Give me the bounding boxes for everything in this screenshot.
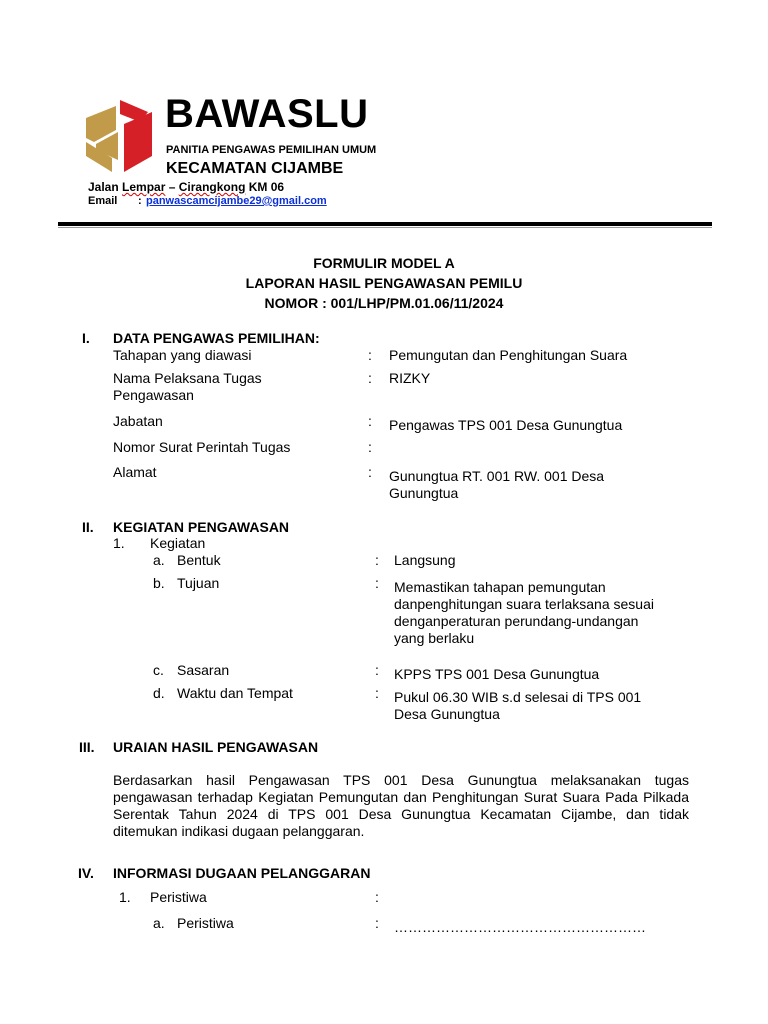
report-number: NOMOR : 001/LHP/PM.01.06/11/2024 (264, 295, 504, 311)
address-area: Cirangkong (178, 180, 246, 194)
sub-item-value: KPPS TPS 001 Desa Gunungtua (394, 666, 600, 682)
sub-item-value: Pukul 06.30 WIB s.d selesai di TPS 001 (394, 689, 642, 705)
sub-item-colon: : (375, 915, 379, 931)
field-colon: : (368, 413, 372, 429)
address-prefix: Jalan (88, 180, 123, 194)
sub-item-colon: : (375, 662, 379, 678)
form-title: FORMULIR MODEL A (313, 255, 455, 271)
list-colon: : (375, 889, 379, 905)
section-4-number: IV. (78, 865, 94, 881)
address-street: Lempar (122, 180, 166, 194)
address (88, 180, 284, 194)
sub-item-colon: : (375, 552, 379, 568)
sub-item-value: Langsung (394, 552, 456, 568)
section-1-title: DATA PENGAWAS PEMILIHAN: (113, 330, 320, 346)
sub-item-letter: d. (153, 685, 165, 701)
report-title: LAPORAN HASIL PENGAWASAN PEMILU (245, 275, 523, 291)
section-2-title: KEGIATAN PENGAWASAN (113, 519, 290, 535)
field-value: Pemungutan dan Penghitungan Suara (389, 347, 628, 363)
email-label-text: Email (88, 195, 118, 207)
brand-name: BAWASLU (165, 92, 369, 136)
sub-item-label: Sasaran (177, 662, 230, 678)
letterhead-divider-thin (58, 227, 712, 228)
field-value: Gunungtua RT. 001 RW. 001 Desa (389, 468, 605, 484)
sub-item-value-cont: danpenghitungan suara terlaksana sesuai (394, 596, 654, 612)
field-label: Nomor Surat Perintah Tugas (113, 439, 291, 455)
sub-item-value-cont: Desa Gunungtua (394, 706, 500, 722)
field-colon: : (368, 464, 372, 480)
sub-item-label: Peristiwa (177, 915, 234, 931)
sub-item-value-cont: denganperaturan perundang-undangan (394, 613, 639, 629)
sub-item-colon: : (375, 685, 379, 701)
section-2-number: II. (82, 519, 94, 535)
letterhead-divider (58, 222, 712, 226)
sub-item-colon: : (375, 575, 379, 591)
section-3-title: URAIAN HASIL PENGAWASAN (113, 739, 319, 755)
sub-item-label: Waktu dan Tempat (177, 685, 293, 701)
field-label: Nama Pelaksana Tugas (113, 370, 262, 386)
sub-item-value-placeholder: ……………………………………………… (394, 919, 646, 935)
field-colon: : (368, 370, 372, 386)
address-km: KM 06 (245, 180, 285, 194)
sub-item-label: Tujuan (177, 575, 220, 591)
sub-item-label: Bentuk (177, 552, 221, 568)
findings-paragraph: Berdasarkan hasil Pengawasan TPS 001 Desa Gunungtua melaksanakan tugas pengawasan terhadap Kegiatan Pemungutan dan Penghitungan Surat Suara Pada Pilkada Serentak Tahun 2024 di TPS 001 Desa Gunungtua Kecamatan Cijambe, dan tidak ditemukan indikasi dugaan pelanggaran. (113, 772, 689, 839)
field-label: Tahapan yang diawasi (113, 347, 252, 363)
list-number: 1. (113, 535, 125, 551)
sub-item-value: Memastikan tahapan pemungutan (394, 579, 606, 595)
section-1-number: I. (82, 330, 90, 346)
field-colon: : (368, 439, 372, 455)
field-label-cont: Pengawasan (113, 387, 194, 403)
sub-item-letter: c. (153, 662, 164, 678)
section-4-title: INFORMASI DUGAAN PELANGGARAN (113, 865, 371, 881)
email-link[interactable]: panwascamcijambe29@gmail.com (146, 195, 327, 207)
field-value: Pengawas TPS 001 Desa Gunungtua (389, 417, 623, 433)
organization-subtitle: PANITIA PENGAWAS PEMILIHAN UMUM (166, 144, 377, 156)
field-label: Alamat (113, 464, 157, 480)
list-label: Kegiatan (150, 535, 206, 551)
field-label: Jabatan (113, 413, 163, 429)
address-dash: – (165, 180, 179, 194)
district-name: KECAMATAN CIJAMBE (166, 160, 344, 177)
field-value-cont: Gunungtua (389, 485, 459, 501)
email-label (88, 195, 142, 207)
sub-item-letter: a. (153, 915, 165, 931)
email-colon: : (138, 195, 142, 207)
sub-item-letter: a. (153, 552, 165, 568)
field-colon: : (368, 347, 372, 363)
sub-item-value-cont: yang berlaku (394, 630, 475, 646)
bawaslu-logo (86, 100, 156, 172)
sub-item-letter: b. (153, 575, 165, 591)
list-number: 1. (119, 889, 131, 905)
field-value: RIZKY (389, 370, 431, 386)
list-label: Peristiwa (150, 889, 207, 905)
section-3-number: III. (79, 739, 95, 755)
